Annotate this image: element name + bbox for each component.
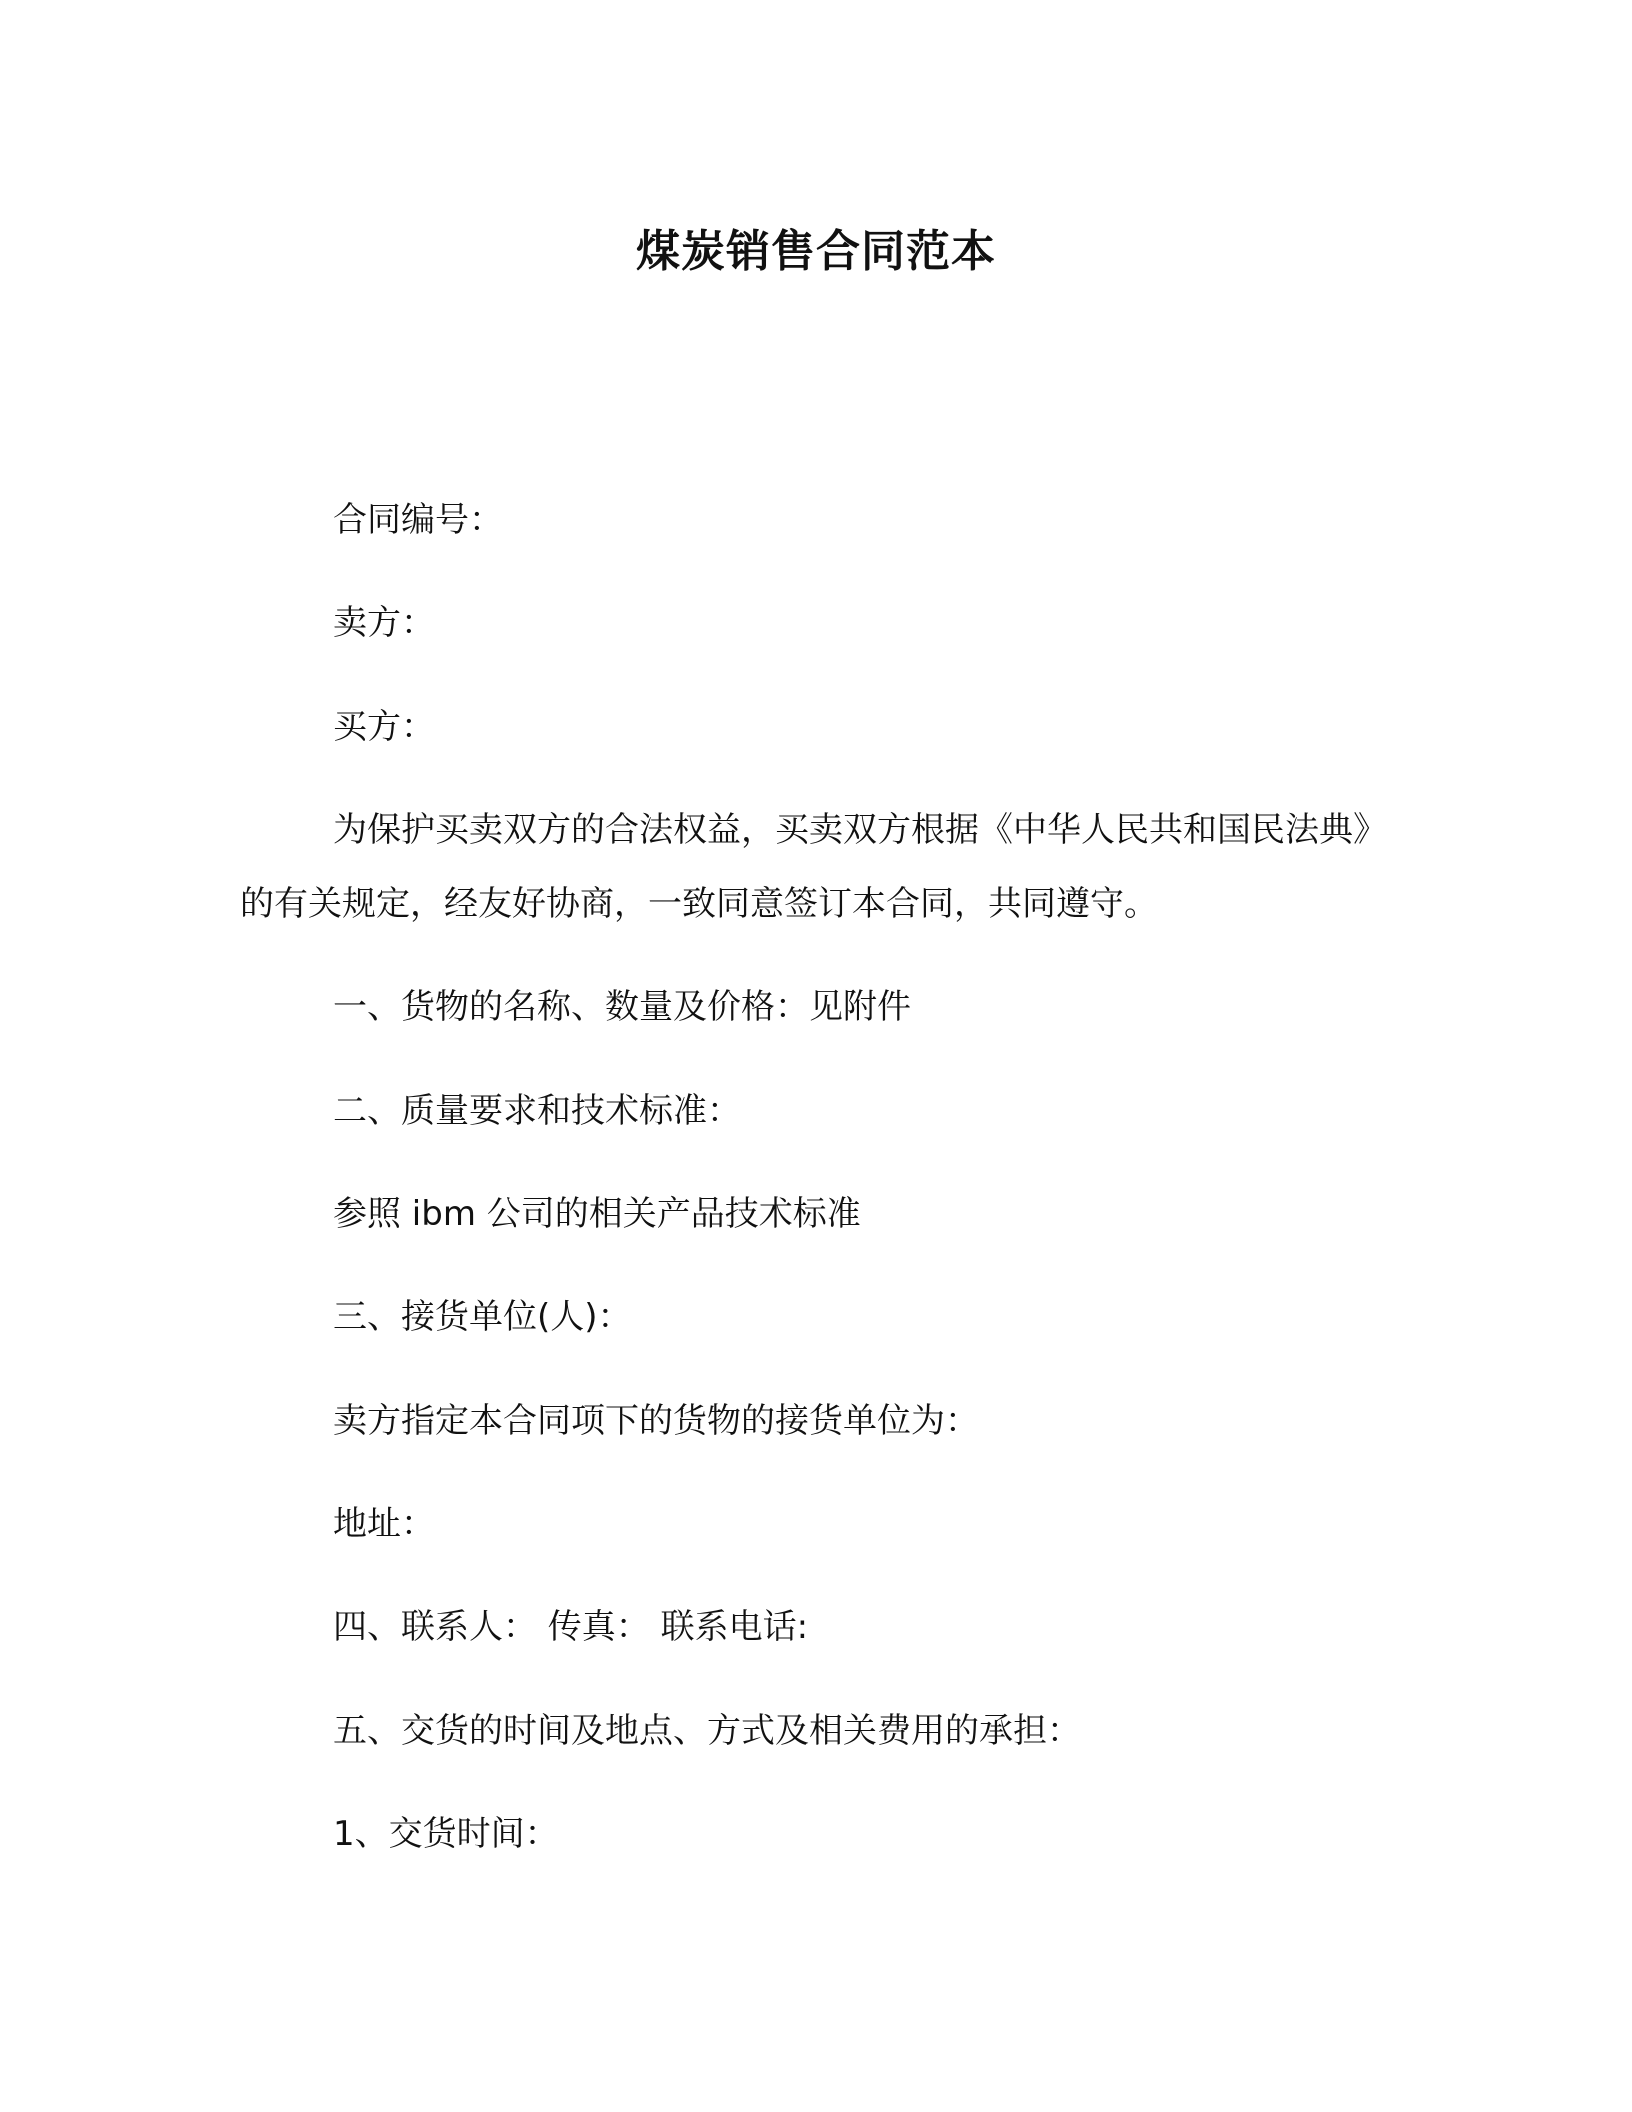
section-2-heading: 二、质量要求和技术标准：	[333, 1091, 741, 1131]
seller-field: 卖方：	[333, 603, 435, 643]
section-4-heading: 四、联系人： 传真： 联系电话:	[333, 1607, 809, 1647]
document-title: 煤炭销售合同范本	[636, 226, 996, 277]
section-2-detail: 参照 ibm 公司的相关产品技术标准	[333, 1194, 861, 1234]
preamble-paragraph: 为保护买卖双方的合法权益，买卖双方根据《中华人民共和国民法典》的有关规定，经友好协商，一致同意签订本合同，共同遵守。	[240, 810, 1387, 924]
contract-number-field: 合同编号：	[333, 500, 503, 540]
buyer-field: 买方：	[333, 707, 435, 747]
section-3-address: 地址：	[333, 1504, 435, 1544]
section-3-detail: 卖方指定本合同项下的货物的接货单位为：	[333, 1401, 979, 1441]
section-5-item-1: 1、交货时间：	[333, 1814, 559, 1854]
section-5-heading: 五、交货的时间及地点、方式及相关费用的承担：	[333, 1711, 1081, 1751]
section-1-heading: 一、货物的名称、数量及价格：见附件	[333, 987, 911, 1027]
section-3-heading: 三、接货单位(人)：	[333, 1297, 632, 1337]
